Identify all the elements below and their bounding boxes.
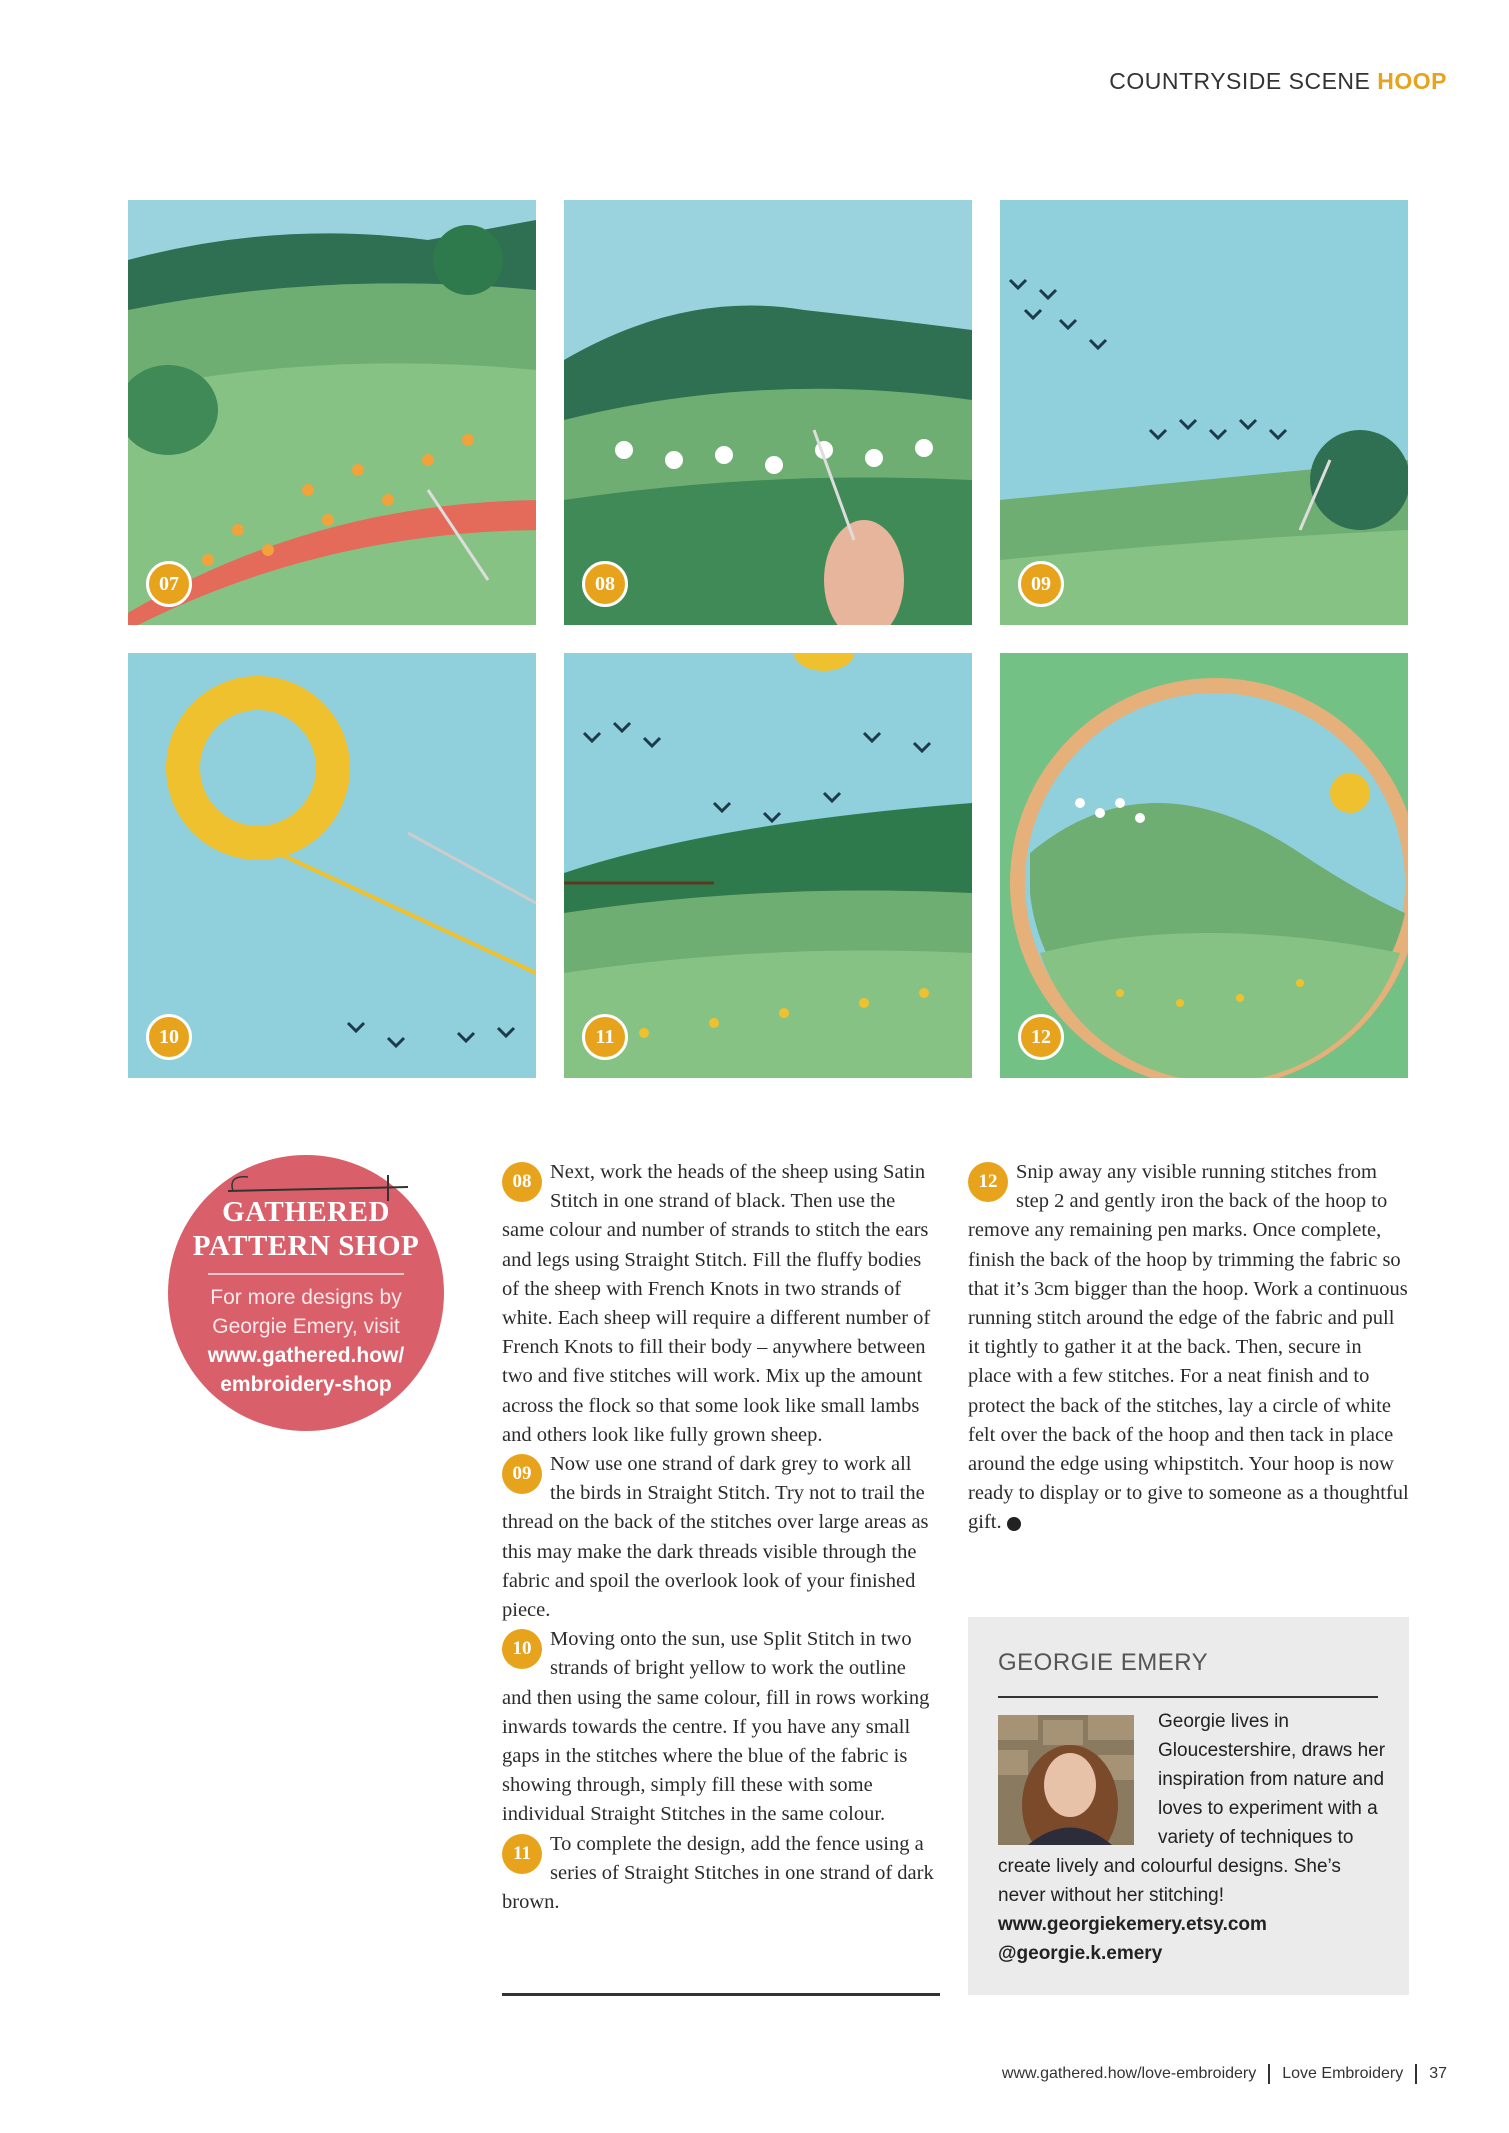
step-11: 11 To complete the design, add the fence using a series of Straight Stitches in one strand of dark brown. bbox=[502, 1832, 934, 1914]
step-number: 08 bbox=[502, 1162, 542, 1202]
step-number: 12 bbox=[968, 1162, 1008, 1202]
section-accent: HOOP bbox=[1377, 68, 1447, 94]
footer-url[interactable]: www.gathered.how/love-embroidery bbox=[1001, 2065, 1257, 2082]
divider bbox=[1415, 2064, 1417, 2084]
instructions-column-2 bbox=[968, 1158, 1409, 1538]
divider bbox=[208, 1273, 404, 1275]
shop-text: For more designs by Georgie Emery, visit www.gathered.how/ embroidery-shop bbox=[190, 1283, 422, 1399]
step-photo-10 bbox=[128, 653, 536, 1078]
divider bbox=[998, 1696, 1378, 1698]
page-number: 37 bbox=[1429, 2065, 1447, 2082]
magazine-name: Love Embroidery bbox=[1282, 2065, 1404, 2082]
photo-number: 07 bbox=[146, 561, 192, 607]
step-number: 10 bbox=[502, 1629, 542, 1669]
step-photo-12 bbox=[1000, 653, 1408, 1078]
shop-link[interactable]: www.gathered.how/ bbox=[207, 1344, 405, 1367]
divider bbox=[502, 1993, 940, 1996]
photo-number: 09 bbox=[1018, 561, 1064, 607]
step-photo-11 bbox=[564, 653, 972, 1078]
photo-number: 12 bbox=[1018, 1014, 1064, 1060]
section-header bbox=[1109, 68, 1447, 95]
end-mark-icon bbox=[1007, 1517, 1021, 1531]
shop-link-cont[interactable]: embroidery-shop bbox=[220, 1373, 392, 1396]
step-10: 10 Moving onto the sun, use Split Stitch in two strands of bright yellow to work the outline and then using the same colour, fill in rows working inwards towards the centre. If you have any small gaps in the stitches where the blue of the fabric is showing through, simply fill these with some individual Straight Stitches in the same colour. bbox=[502, 1628, 930, 1826]
step-number: 11 bbox=[502, 1834, 542, 1874]
bio-text: Georgie lives in Gloucestershire, draws her inspiration from nature and loves to experiment with a variety of techniques to create lively and colourful designs. She’s never without her stitching! www.georgiekemery.etsy.com @georgie.k.emery bbox=[998, 1707, 1386, 1968]
photo-number: 10 bbox=[146, 1014, 192, 1060]
shop-title: GATHERED PATTERN SHOP bbox=[192, 1196, 420, 1262]
instructions-column-1 bbox=[502, 1158, 938, 1917]
photo-number: 11 bbox=[582, 1014, 628, 1060]
step-08: 08 Next, work the heads of the sheep using Satin Stitch in one strand of black. Then use the same colour and number of strands to stitch the ears and legs using Straight Stitch. Fill the fluffy bodies of the sheep with French Knots in two strands of white. Each sheep will require a different number of French Knots to fill their body – anywhere between two and five stitches will work. Mix up the amount across the flock so that some look like small lambs and others look like fully grown sheep. bbox=[502, 1161, 931, 1446]
pattern-shop-badge bbox=[168, 1155, 444, 1431]
divider bbox=[1268, 2064, 1270, 2084]
designer-name: GEORGIE EMERY bbox=[998, 1649, 1209, 1676]
section-title: COUNTRYSIDE SCENE bbox=[1109, 68, 1371, 94]
designer-website[interactable]: www.georgiekemery.etsy.com bbox=[998, 1914, 1267, 1935]
designer-bio bbox=[968, 1617, 1409, 1995]
step-12: 12 Snip away any visible running stitches from step 2 and gently iron the back of the hoop to remove any remaining pen marks. Once complete, finish the back of the hoop by trimming the fabric so that it’s 3cm bigger than the hoop. Work a continuous running stitch around the edge of the fabric and pull it tightly to gather it at the back. Then, secure in place with a few stitches. For a neat finish and to protect the back of the stitches, lay a circle of white felt over the back of the hoop and then tack in place around the edge using whipstitch. Your hoop is now ready to display or to give to someone as a thoughtful gift. bbox=[968, 1161, 1409, 1534]
page-footer bbox=[1002, 2064, 1447, 2084]
designer-photo bbox=[998, 1707, 1146, 1843]
step-photo-09 bbox=[1000, 200, 1408, 625]
photo-number: 08 bbox=[582, 561, 628, 607]
step-photo-07 bbox=[128, 200, 536, 625]
step-09: 09 Now use one strand of dark grey to work all the birds in Straight Stitch. Try not to trail the thread on the back of the stitches over large areas as this may make the dark threads visible through the fabric and spoil the overlook look of your finished piece. bbox=[502, 1453, 929, 1622]
step-number: 09 bbox=[502, 1454, 542, 1494]
designer-social[interactable]: @georgie.k.emery bbox=[998, 1943, 1163, 1964]
step-photo-08 bbox=[564, 200, 972, 625]
